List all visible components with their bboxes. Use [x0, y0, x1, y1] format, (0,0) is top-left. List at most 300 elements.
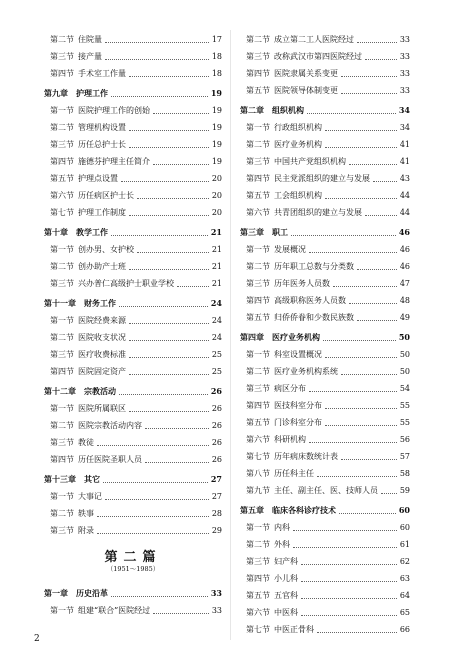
- toc-entry-number: 第三节: [50, 52, 74, 61]
- toc-left-list: [44, 32, 222, 538]
- toc-leader-dots: [177, 286, 209, 287]
- toc-entry-number: 第一节: [50, 316, 74, 325]
- toc-entry-number: 第一章: [44, 588, 68, 598]
- toc-leader-dots: [325, 147, 397, 148]
- toc-leader-dots: [105, 499, 209, 500]
- toc-section-row: [240, 571, 410, 586]
- toc-leader-dots: [325, 425, 397, 426]
- toc-entry-title: 医院领导体制变更: [274, 86, 338, 95]
- toc-section-row: [240, 242, 410, 257]
- toc-entry-title: 共青团组织的建立与发展: [274, 208, 362, 217]
- toc-entry-page: 17: [211, 35, 222, 44]
- toc-section-row: [44, 137, 222, 152]
- toc-entry-number: 第七节: [50, 208, 74, 217]
- toc-entry-number: 第三节: [50, 350, 74, 359]
- toc-section-row: [44, 523, 222, 538]
- toc-section-row: [44, 347, 222, 362]
- toc-entry-number: 第三节: [246, 279, 270, 288]
- toc-entry-title: 职工: [272, 227, 288, 237]
- toc-entry-page: 43: [399, 174, 410, 183]
- toc-leader-dots: [129, 340, 209, 341]
- toc-entry-page: 48: [399, 296, 410, 305]
- toc-entry-number: 第九章: [44, 88, 68, 98]
- toc-chapter-row: [240, 225, 410, 240]
- toc-entry-title: 创办助产士班: [78, 262, 126, 271]
- toc-entry-title: 中医科: [274, 608, 298, 617]
- toc-entry-title: 中国共产党组织机构: [274, 157, 346, 166]
- toc-entry-number: 第四节: [50, 69, 74, 78]
- toc-entry-title: 门诊科室分布: [274, 418, 322, 427]
- toc-section-row: [44, 171, 222, 186]
- toc-entry-page: 66: [399, 625, 410, 634]
- toc-entry-page: 26: [211, 404, 222, 413]
- toc-leader-dots: [129, 411, 209, 412]
- toc-entry-page: 26: [211, 438, 222, 447]
- toc-entry-number: 第六节: [50, 191, 74, 200]
- toc-leader-dots: [325, 198, 397, 199]
- toc-entry-title: 教徒: [78, 438, 94, 447]
- toc-entry-page: 44: [399, 208, 410, 217]
- toc-entry-page: 33: [211, 606, 222, 615]
- toc-entry-number: 第五节: [246, 418, 270, 427]
- toc-entry-number: 第八节: [246, 469, 270, 478]
- toc-section-row: [240, 120, 410, 135]
- toc-leader-dots: [97, 516, 209, 517]
- toc-entry-number: 第五章: [240, 505, 264, 515]
- toc-section-row: [44, 259, 222, 274]
- toc-entry-number: 第五节: [50, 174, 74, 183]
- toc-leader-dots: [357, 269, 397, 270]
- toc-entry-number: 第三节: [246, 384, 270, 393]
- toc-entry-page: 27: [211, 492, 222, 501]
- toc-section-row: [44, 603, 222, 618]
- toc-entry-number: 第一节: [246, 350, 270, 359]
- toc-entry-title: 历任医院圣职人员: [78, 455, 142, 464]
- toc-entry-title: 行政组织机构: [274, 123, 322, 132]
- toc-section-row: [240, 588, 410, 603]
- toc-section-row: [240, 381, 410, 396]
- toc-entry-number: 第二节: [50, 123, 74, 132]
- toc-entry-number: 第二节: [246, 262, 270, 271]
- toc-entry-title: 归侨侨眷和少数民族数: [274, 313, 354, 322]
- toc-leader-dots: [129, 323, 209, 324]
- toc-entry-number: 第四节: [50, 157, 74, 166]
- toc-entry-page: 46: [399, 245, 410, 254]
- toc-entry-page: 21: [211, 279, 222, 288]
- toc-section-row: [240, 171, 410, 186]
- toc-entry-title: 民主党派组织的建立与发展: [274, 174, 370, 183]
- toc-section-row: [44, 489, 222, 504]
- toc-section-row: [240, 49, 410, 64]
- toc-entry-title: 教学工作: [76, 227, 108, 237]
- toc-entry-page: 50: [399, 350, 410, 359]
- toc-leader-dots: [341, 459, 397, 460]
- toc-entry-title: 医疗业务机构系统: [274, 367, 338, 376]
- toc-leader-dots: [129, 269, 209, 270]
- toc-section-row: [240, 259, 410, 274]
- toc-entry-page: 33: [399, 86, 410, 95]
- toc-leader-dots: [97, 533, 209, 534]
- toc-entry-page: 19: [210, 88, 222, 98]
- toc-chapter-row: [240, 103, 410, 118]
- toc-entry-title: 主任、副主任、医、技师人员: [274, 486, 378, 495]
- toc-section-row: [44, 205, 222, 220]
- toc-entry-number: 第四节: [50, 455, 74, 464]
- toc-entry-title: 附录: [78, 526, 94, 535]
- toc-leader-dots: [325, 408, 397, 409]
- toc-entry-page: 60: [398, 505, 410, 515]
- page-number: 2: [34, 634, 40, 644]
- toc-section-row: [240, 32, 410, 47]
- toc-chapter-row: [44, 472, 222, 487]
- toc-leader-dots: [119, 306, 208, 307]
- toc-entry-title: 手术室工作量: [78, 69, 126, 78]
- toc-entry-page: 55: [399, 401, 410, 410]
- toc-leader-dots: [317, 476, 397, 477]
- toc-entry-number: 第一节: [50, 245, 74, 254]
- toc-leader-dots: [129, 215, 209, 216]
- toc-entry-title: 中医正骨科: [274, 625, 314, 634]
- toc-entry-page: 54: [399, 384, 410, 393]
- toc-entry-page: 24: [210, 298, 222, 308]
- toc-leader-dots: [301, 564, 397, 565]
- toc-leader-dots: [137, 252, 209, 253]
- toc-entry-page: 20: [211, 174, 222, 183]
- toc-leader-dots: [373, 181, 397, 182]
- toc-leader-dots: [309, 252, 397, 253]
- toc-entry-number: 第一节: [50, 606, 74, 615]
- toc-leader-dots: [129, 130, 209, 131]
- toc-entry-page: 46: [399, 262, 410, 271]
- toc-entry-page: 21: [211, 262, 222, 271]
- toc-chapter-row: [44, 296, 222, 311]
- toc-entry-title: 医院宗教活动内容: [78, 421, 142, 430]
- toc-entry-title: 大事记: [78, 492, 102, 501]
- toc-entry-page: 19: [211, 106, 222, 115]
- toc-section-row: [240, 537, 410, 552]
- toc-entry-page: 24: [211, 316, 222, 325]
- toc-leader-dots: [323, 340, 396, 341]
- toc-entry-page: 18: [211, 52, 222, 61]
- toc-entry-title: 历任病区护士长: [78, 191, 134, 200]
- toc-entry-title: 组织机构: [272, 105, 304, 115]
- toc-entry-page: 49: [399, 313, 410, 322]
- toc-entry-page: 65: [399, 608, 410, 617]
- toc-entry-page: 21: [210, 227, 222, 237]
- toc-entry-title: 施德芬护理主任简介: [78, 157, 150, 166]
- toc-entry-number: 第五节: [246, 591, 270, 600]
- toc-entry-title: 五官科: [274, 591, 298, 600]
- toc-section-row: [240, 432, 410, 447]
- toc-entry-page: 34: [399, 123, 410, 132]
- toc-entry-page: 29: [211, 526, 222, 535]
- toc-section-row: [44, 401, 222, 416]
- toc-section-row: [44, 364, 222, 379]
- toc-entry-title: 组建“联合”医院经过: [78, 606, 151, 615]
- toc-chapter-row: [240, 503, 410, 518]
- toc-entry-number: 第三节: [50, 140, 74, 149]
- toc-section-row: [240, 205, 410, 220]
- toc-section-row: [44, 49, 222, 64]
- toc-section-row: [240, 554, 410, 569]
- toc-entry-title: 医院护理工作的创始: [78, 106, 150, 115]
- toc-entry-page: 19: [211, 140, 222, 149]
- toc-section-row: [240, 364, 410, 379]
- toc-entry-page: 25: [211, 350, 222, 359]
- toc-entry-page: 20: [211, 208, 222, 217]
- toc-entry-page: 50: [399, 367, 410, 376]
- toc-entry-number: 第四节: [246, 174, 270, 183]
- toc-section-row: [44, 313, 222, 328]
- toc-leader-dots: [111, 596, 208, 597]
- toc-leader-dots: [97, 445, 209, 446]
- toc-leader-dots: [365, 215, 397, 216]
- toc-section-row: [240, 66, 410, 81]
- toc-entry-number: 第五节: [246, 313, 270, 322]
- toc-entry-title: 医院固定资产: [78, 367, 126, 376]
- toc-leader-dots: [129, 357, 209, 358]
- toc-right-column: [240, 32, 410, 639]
- toc-entry-number: 第三节: [246, 157, 270, 166]
- toc-entry-number: 第三节: [246, 52, 270, 61]
- toc-section-row: [44, 120, 222, 135]
- toc-leader-dots: [341, 374, 397, 375]
- toc-section-row: [44, 242, 222, 257]
- toc-entry-number: 第十章: [44, 227, 68, 237]
- toc-section-row: [44, 66, 222, 81]
- toc-entry-title: 历史沿革: [76, 588, 108, 598]
- toc-leader-dots: [307, 113, 396, 114]
- toc-section-row: [240, 483, 410, 498]
- toc-entry-title: 高级职称医务人员数: [274, 296, 346, 305]
- toc-section-row: [240, 622, 410, 637]
- toc-entry-number: 第四节: [50, 367, 74, 376]
- toc-leader-dots: [309, 391, 397, 392]
- toc-section-row: [44, 32, 222, 47]
- toc-entry-number: 第三节: [50, 279, 74, 288]
- toc-entry-number: 第九节: [246, 486, 270, 495]
- toc-entry-title: 内科: [274, 523, 290, 532]
- toc-entry-number: 第二节: [50, 35, 74, 44]
- toc-entry-page: 50: [398, 332, 410, 342]
- toc-section-row: [240, 293, 410, 308]
- toc-entry-page: 56: [399, 435, 410, 444]
- toc-entry-title: 医院隶属关系变更: [274, 69, 338, 78]
- toc-entry-title: 接产量: [78, 52, 102, 61]
- toc-entry-number: 第三节: [50, 526, 74, 535]
- toc-entry-title: 科研机构: [274, 435, 306, 444]
- toc-section-row: [240, 310, 410, 325]
- column-divider: [230, 30, 231, 640]
- toc-entry-page: 62: [399, 557, 410, 566]
- toc-entry-page: 24: [211, 333, 222, 342]
- toc-entry-number: 第四节: [246, 401, 270, 410]
- toc-entry-number: 第四节: [246, 574, 270, 583]
- toc-entry-number: 第十一章: [44, 298, 76, 308]
- toc-leader-dots: [333, 286, 397, 287]
- toc-entry-number: 第六节: [246, 435, 270, 444]
- toc-entry-title: 小儿科: [274, 574, 298, 583]
- toc-leader-dots: [301, 615, 397, 616]
- toc-section-row: [44, 103, 222, 118]
- toc-entry-page: 26: [211, 455, 222, 464]
- toc-section-row: [44, 506, 222, 521]
- toc-entry-number: 第六节: [246, 208, 270, 217]
- toc-entry-page: 60: [399, 523, 410, 532]
- toc-entry-title: 改称武汉市第四医院经过: [274, 52, 362, 61]
- toc-leader-dots: [119, 394, 208, 395]
- toc-chapter-row: [44, 384, 222, 399]
- toc-entry-title: 轶事: [78, 509, 94, 518]
- toc-leader-dots: [309, 442, 397, 443]
- toc-leader-dots: [145, 428, 209, 429]
- toc-entry-title: 医技科室分布: [274, 401, 322, 410]
- toc-leader-dots: [111, 96, 208, 97]
- toc-entry-title: 医院所属联区: [78, 404, 126, 413]
- toc-entry-page: 34: [398, 105, 410, 115]
- toc-entry-page: 46: [398, 227, 410, 237]
- toc-section-row: [240, 137, 410, 152]
- toc-entry-number: 第二节: [246, 35, 270, 44]
- toc-entry-number: 第七节: [246, 625, 270, 634]
- toc-entry-title: 宗教活动: [84, 386, 116, 396]
- toc-entry-number: 第四章: [240, 332, 264, 342]
- toc-leader-dots: [129, 374, 209, 375]
- toc-entry-page: 27: [210, 474, 222, 484]
- toc-entry-title: 医疗业务机构: [272, 332, 320, 342]
- toc-left-column: [44, 32, 222, 620]
- toc-section-row: [240, 605, 410, 620]
- toc-entry-title: 历任科主任: [274, 469, 314, 478]
- toc-leader-dots: [129, 76, 209, 77]
- toc-leader-dots: [349, 164, 397, 165]
- toc-entry-title: 医疗收费标准: [78, 350, 126, 359]
- toc-entry-number: 第五节: [246, 191, 270, 200]
- toc-entry-number: 第二节: [246, 540, 270, 549]
- toc-entry-title: 历年病床数统计表: [274, 452, 338, 461]
- toc-section-row: [44, 188, 222, 203]
- toc-section-row: [44, 276, 222, 291]
- toc-entry-page: 44: [399, 191, 410, 200]
- toc-leader-dots: [129, 147, 209, 148]
- toc-entry-title: 医院经费来源: [78, 316, 126, 325]
- toc-section-row: [240, 154, 410, 169]
- toc-leader-dots: [293, 547, 397, 548]
- toc-leader-dots: [357, 320, 397, 321]
- toc-entry-title: 财务工作: [84, 298, 116, 308]
- toc-entry-page: 26: [211, 421, 222, 430]
- toc-section-row: [240, 415, 410, 430]
- toc-entry-number: 第二节: [50, 509, 74, 518]
- toc-leader-dots: [137, 198, 209, 199]
- toc-leader-dots: [291, 235, 396, 236]
- toc-section-row: [240, 188, 410, 203]
- toc-entry-number: 第四节: [246, 69, 270, 78]
- part-title: 第二篇: [104, 550, 162, 565]
- toc-entry-number: 第三节: [246, 557, 270, 566]
- toc-entry-page: 59: [399, 486, 410, 495]
- toc-entry-page: 41: [399, 157, 410, 166]
- toc-leader-dots: [153, 164, 209, 165]
- toc-leader-dots: [293, 530, 397, 531]
- toc-leader-dots: [357, 42, 397, 43]
- toc-entry-page: 20: [211, 191, 222, 200]
- toc-entry-number: 第一节: [246, 245, 270, 254]
- toc-entry-page: 33: [399, 35, 410, 44]
- toc-entry-number: 第一节: [50, 404, 74, 413]
- toc-leader-dots: [349, 303, 397, 304]
- toc-entry-page: 28: [211, 509, 222, 518]
- toc-leader-dots: [121, 181, 209, 182]
- part-years: （1951～1985）: [106, 565, 160, 573]
- toc-entry-title: 临床各科诊疗技术: [272, 505, 336, 515]
- toc-entry-page: 61: [399, 540, 410, 549]
- toc-entry-page: 18: [211, 69, 222, 78]
- toc-chapter-row: [44, 225, 222, 240]
- toc-section-row: [44, 330, 222, 345]
- toc-entry-title: 护理工作: [76, 88, 108, 98]
- toc-entry-number: 第二节: [50, 333, 74, 342]
- toc-leader-dots: [153, 113, 209, 114]
- toc-leader-dots: [301, 581, 397, 582]
- toc-entry-title: 成立第二工人医院经过: [274, 35, 354, 44]
- toc-section-row: [240, 398, 410, 413]
- toc-entry-page: 19: [211, 123, 222, 132]
- toc-entry-number: 第十三章: [44, 474, 76, 484]
- toc-entry-title: 创办男、女护校: [78, 245, 134, 254]
- toc-entry-page: 55: [399, 418, 410, 427]
- toc-entry-number: 第二节: [246, 367, 270, 376]
- toc-entry-page: 63: [399, 574, 410, 583]
- toc-leader-dots: [111, 235, 208, 236]
- toc-leader-dots: [317, 632, 397, 633]
- toc-section-row: [240, 276, 410, 291]
- toc-leader-dots: [103, 482, 208, 483]
- toc-entry-page: 25: [211, 367, 222, 376]
- toc-entry-title: 医疗业务机构: [274, 140, 322, 149]
- toc-leader-dots: [381, 493, 397, 494]
- toc-entry-page: 57: [399, 452, 410, 461]
- toc-entry-page: 58: [399, 469, 410, 478]
- toc-entry-number: 第一节: [246, 123, 270, 132]
- toc-entry-title: 护理点设置: [78, 174, 118, 183]
- toc-entry-title: 工会组织机构: [274, 191, 322, 200]
- toc-entry-number: 第六节: [246, 608, 270, 617]
- toc-entry-number: 第二节: [50, 421, 74, 430]
- toc-entry-number: 第二节: [50, 262, 74, 271]
- toc-entry-title: 科室设置概况: [274, 350, 322, 359]
- toc-entry-title: 管理机构设置: [78, 123, 126, 132]
- toc-leader-dots: [339, 513, 396, 514]
- toc-entry-number: 第三节: [50, 438, 74, 447]
- toc-leader-dots: [341, 93, 397, 94]
- toc-section-row: [240, 83, 410, 98]
- toc-section-row: [240, 449, 410, 464]
- toc-entry-title: 历任总护士长: [78, 140, 126, 149]
- toc-entry-page: 21: [211, 245, 222, 254]
- toc-leader-dots: [145, 462, 209, 463]
- toc-entry-page: 47: [399, 279, 410, 288]
- toc-leader-dots: [325, 357, 397, 358]
- toc-entry-number: 第五节: [246, 86, 270, 95]
- toc-entry-number: 第一节: [50, 492, 74, 501]
- toc-entry-number: 第三章: [240, 227, 264, 237]
- toc-entry-page: 26: [210, 386, 222, 396]
- toc-leader-dots: [325, 130, 397, 131]
- toc-chapter-row: [44, 586, 222, 601]
- toc-entry-title: 护理工作制度: [78, 208, 126, 217]
- toc-entry-title: 外科: [274, 540, 290, 549]
